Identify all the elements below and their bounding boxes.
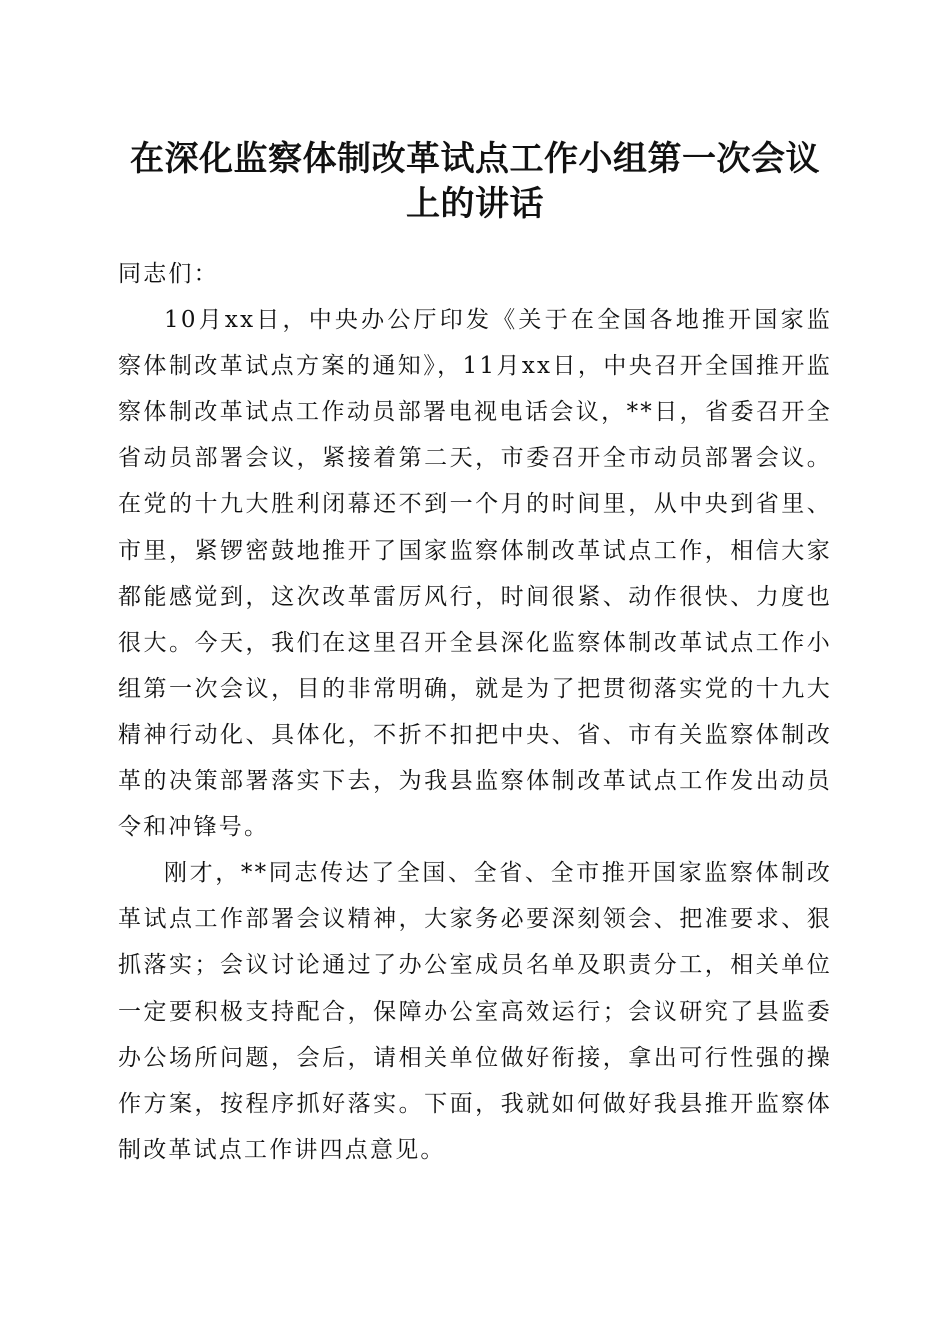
- document-body: [118, 251, 832, 1173]
- salutation: 同志们：: [118, 261, 219, 287]
- document-title: 在深化监察体制改革试点工作小组第一次会议上的讲话: [130, 139, 820, 224]
- paragraph-2: 刚才，**同志传达了全国、全省、全市推开国家监察体制改革试点工作部署会议精神，大家务必要深刻领会、把准要求、狠抓落实；会议讨论通过了办公室成员名单及职责分工，相关单位一定要积极支持配合，保障办公室高效运行；会议研究了县监委办公场所问题，会后，请相关单位做好衔接，拿出可行性强的操作方案，按程序抓好落实。下面，我就如何做好我县推开监察体制改革试点工作讲四点意见。: [118, 860, 832, 1163]
- paragraph-1: 10月xx日，中央办公厅印发《关于在全国各地推开国家监察体制改革试点方案的通知》，11月xx日，中央召开全国推开监察体制改革试点工作动员部署电视电话会议，**日，省委召开全省动员部署会议，紧接着第二天，市委召开全市动员部署会议。在党的十九大胜利闭幕还不到一个月的时间里，从中央到省里、市里，紧锣密鼓地推开了国家监察体制改革试点工作，相信大家都能感觉到，这次改革雷厉风行，时间很紧、动作很快、力度也很大。今天，我们在这里召开全县深化监察体制改革试点工作小组第一次会议，目的非常明确，就是为了把贯彻落实党的十九大精神行动化、具体化，不折不扣把中央、省、市有关监察体制改革的决策部署落实下去，为我县监察体制改革试点工作发出动员令和冲锋号。: [118, 307, 832, 841]
